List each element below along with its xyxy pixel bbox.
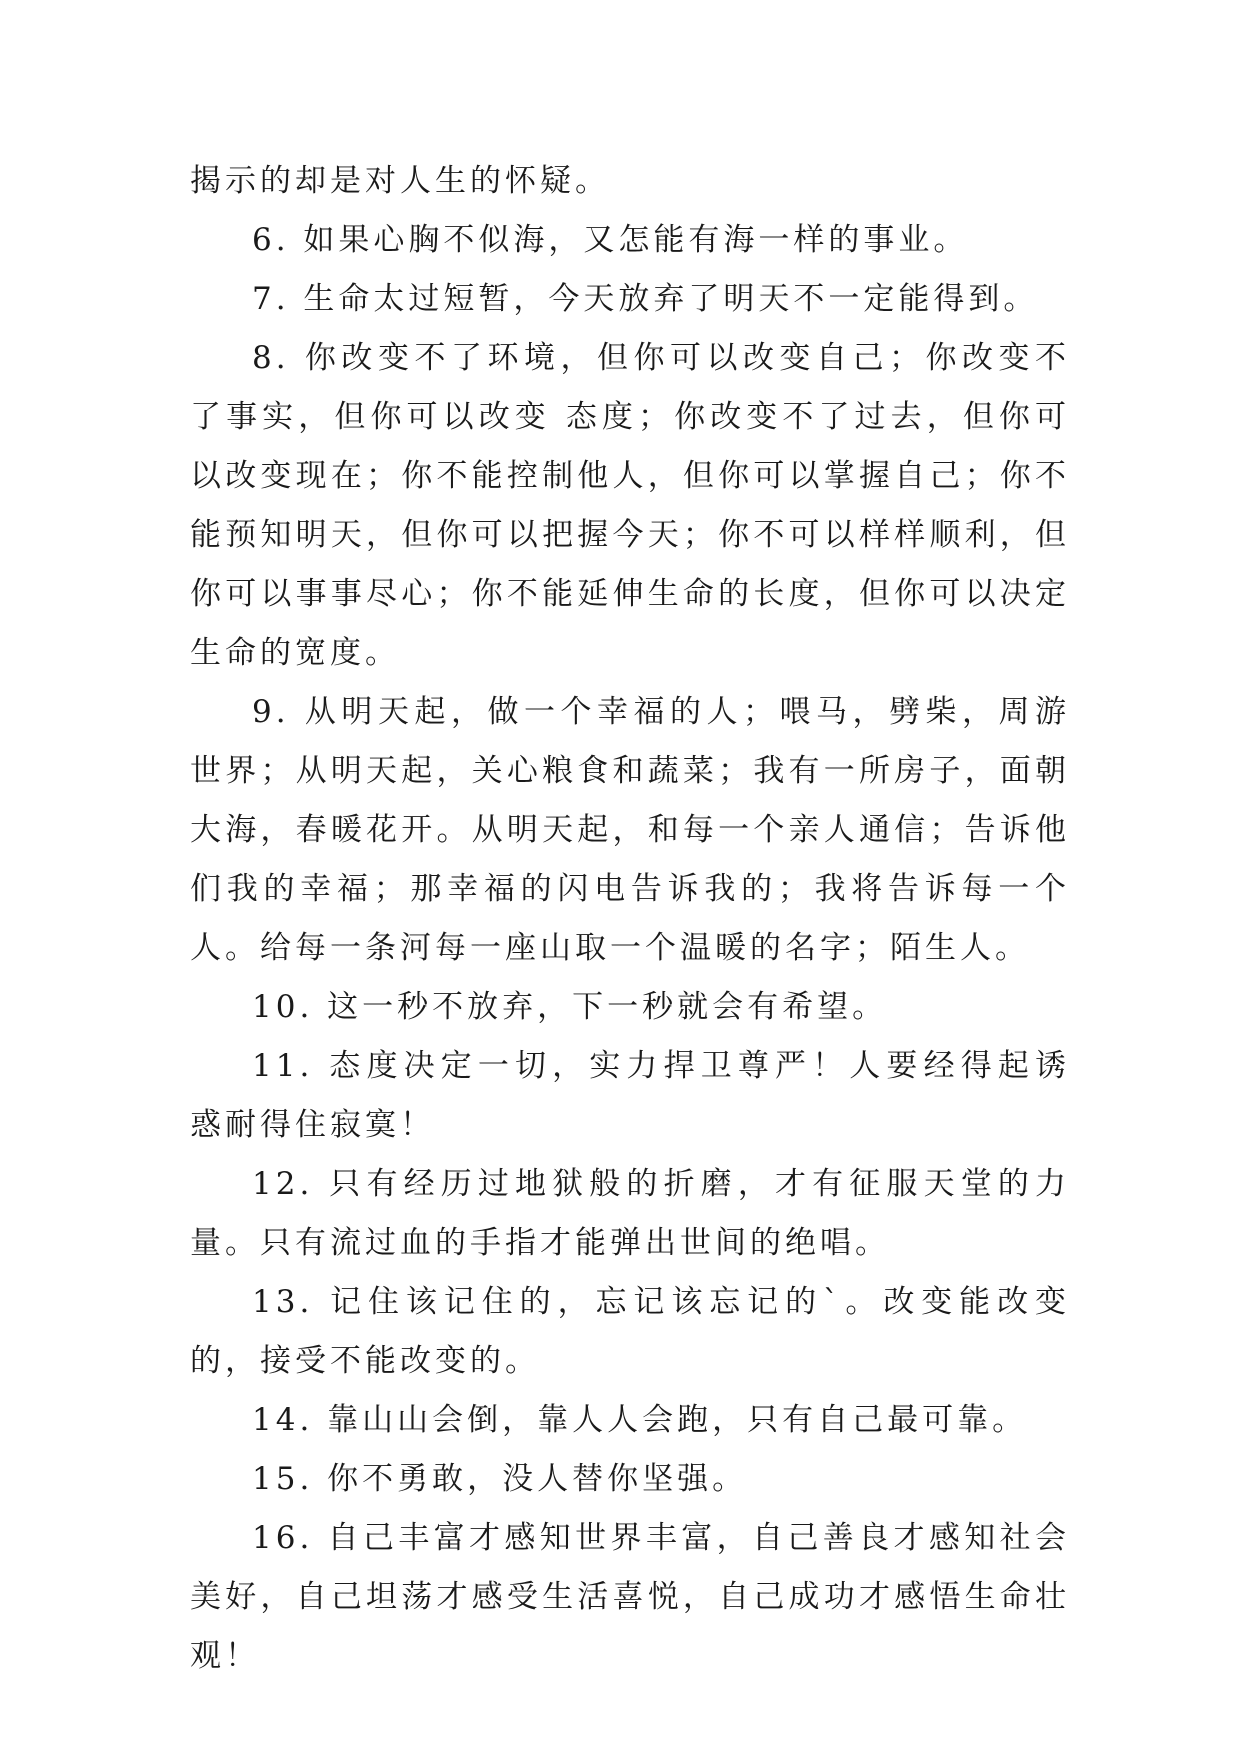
paragraph-9: 9. 从明天起，做一个幸福的人；喂马，劈柴，周游世界；从明天起，关心粮食和蔬菜；我有一所房子，面朝大海，春暖花开。从明天起，和每一个亲人通信；告诉他们我的幸福；那幸福的闪电告诉我的；我将告诉每一个人。给每一条河每一座山取一个温暖的名字；陌生人。	[190, 694, 1070, 966]
paragraph-13: 13. 记住该记住的，忘记该忘记的`。改变能改变的，接受不能改变的。	[190, 1284, 1070, 1379]
paragraph-16: 16. 自己丰富才感知世界丰富，自己善良才感知社会美好，自己坦荡才感受生活喜悦，自己成功才感悟生命壮观！	[190, 1520, 1070, 1674]
paragraph-8: 8. 你改变不了环境，但你可以改变自己；你改变不了事实，但你可以改变 态度；你改变不了过去，但你可以改变现在；你不能控制他人，但你可以掌握自己；你不能预知明天，但你可以把握今天；你不可以样样顺利，但你可以事事尽心；你不能延伸生命的长度，但你可以决定生命的宽度。	[190, 340, 1070, 671]
paragraph-11: 11. 态度决定一切，实力捍卫尊严！人要经得起诱 惑耐得住寂寞！	[190, 1048, 1070, 1143]
paragraph-15: 15. 你不勇敢，没人替你坚强。	[252, 1461, 748, 1497]
paragraph-10: 10. 这一秒不放弃，下一秒就会有希望。	[252, 989, 888, 1025]
paragraph-14: 14. 靠山山会倒，靠人人会跑，只有自己最可靠。	[252, 1402, 1028, 1438]
paragraph-6: 6. 如果心胸不似海，又怎能有海一样的事业。	[252, 222, 969, 258]
paragraph-continuation: 揭示的却是对人生的怀疑。	[190, 163, 610, 199]
document-body	[190, 152, 1070, 1686]
paragraph-12: 12. 只有经历过地狱般的折磨，才有征服天堂的力量。只有流过血的手指才能弹出世间的绝唱。	[190, 1166, 1070, 1261]
paragraph-7: 7. 生命太过短暂，今天放弃了明天不一定能得到。	[252, 281, 1039, 317]
